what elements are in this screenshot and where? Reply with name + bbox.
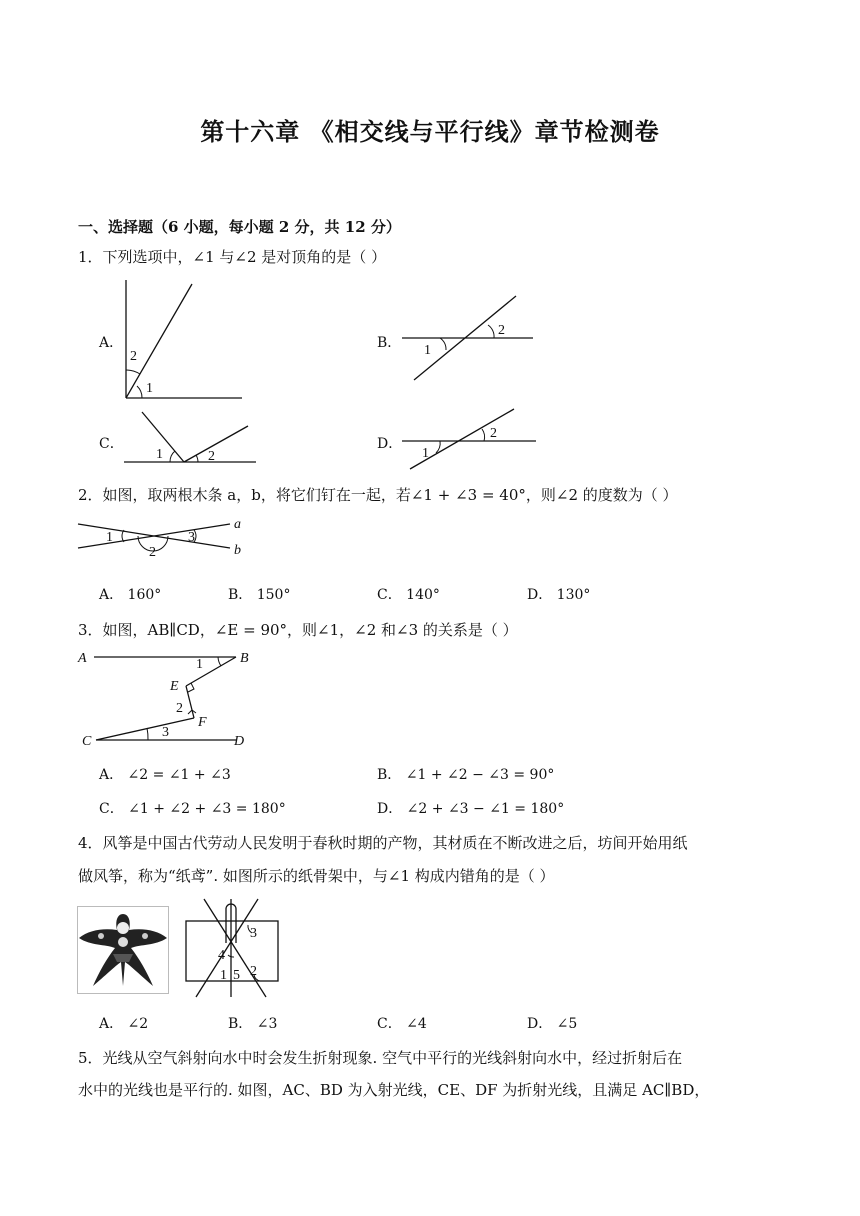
q2-angle-3-label: 3	[188, 530, 195, 545]
q1a-angle-2-label: 2	[130, 349, 137, 364]
q4-stem-line1: 4．风筝是中国古代劳动人民发明于春秋时期的产物，其材质在不断改进之后，坊间开始用纸	[78, 834, 688, 852]
page-title: 第十六章 《相交线与平行线》章节检测卷	[200, 117, 660, 146]
q5-line1: 5．光线从空气斜射向水中时会发生折射现象. 空气中平行的光线斜射向水中，经过折射后在	[78, 1049, 683, 1067]
q4-angle-5-label: 5	[233, 968, 240, 983]
q1-stem: 1．下列选项中，∠1 与∠2 是对顶角的是（ ）	[78, 248, 387, 266]
q2-option-b[interactable]: B． 150°	[228, 587, 291, 603]
q3-figure	[78, 648, 258, 748]
q1-figure-d	[400, 405, 540, 475]
q2-option-d[interactable]: D． 130°	[527, 587, 591, 603]
q4-angle-3-label: 3	[250, 926, 257, 941]
q3-point-d-label: D	[234, 734, 245, 749]
q1b-angle-2-label: 2	[498, 323, 505, 338]
q1-figure-b	[400, 294, 540, 384]
q3-option-b[interactable]: B． ∠1 + ∠2 − ∠3 = 90°	[377, 767, 555, 783]
q2-angle-1-label: 1	[106, 530, 113, 545]
q3-stem: 3．如图，AB∥CD，∠E = 90°，则∠1，∠2 和∠3 的关系是（ ）	[78, 621, 518, 639]
q3-point-f-label: F	[198, 715, 207, 730]
q4-angle-1-label: 1	[220, 968, 227, 983]
q4-option-c[interactable]: C． ∠4	[377, 1016, 427, 1032]
q4-option-d[interactable]: D． ∠5	[527, 1016, 578, 1032]
q1c-angle-2-label: 2	[208, 449, 215, 464]
q1-option-a[interactable]: A．	[99, 335, 124, 351]
q1b-angle-1-label: 1	[424, 343, 431, 358]
q1-figure-c	[122, 410, 262, 470]
q3-angle-1-label: 1	[196, 657, 203, 672]
q1a-angle-1-label: 1	[146, 381, 153, 396]
q1d-angle-2-label: 2	[490, 426, 497, 441]
q1-option-c[interactable]: C．	[99, 436, 124, 452]
q2-line-a-label: a	[234, 517, 241, 532]
section-heading: 一、选择题（6 小题，每小题 2 分，共 12 分）	[78, 218, 401, 236]
q2-option-c[interactable]: C． 140°	[377, 587, 440, 603]
q4-option-a[interactable]: A． ∠2	[99, 1016, 149, 1032]
q4-stem-line2: 做风筝，称为“纸鸢”. 如图所示的纸骨架中，与∠1 构成内错角的是（ ）	[78, 867, 555, 885]
q1d-angle-1-label: 1	[422, 446, 429, 461]
q4-option-b[interactable]: B． ∠3	[228, 1016, 278, 1032]
q3-point-c-label: C	[82, 734, 92, 749]
q3-point-e-label: E	[170, 679, 179, 694]
q2-line-b-label: b	[234, 543, 241, 558]
q3-option-c[interactable]: C． ∠1 + ∠2 + ∠3 = 180°	[99, 801, 286, 817]
q3-option-d[interactable]: D． ∠2 + ∠3 − ∠1 = 180°	[377, 801, 565, 817]
q4-kite-image	[77, 906, 169, 994]
q1-option-b[interactable]: B．	[377, 335, 402, 351]
q3-point-b-label: B	[240, 651, 249, 666]
q3-point-a-label: A	[78, 651, 87, 666]
q3-angle-3-label: 3	[162, 725, 169, 740]
q4-angle-4-label: 4	[218, 948, 225, 963]
q4-skeleton-figure	[182, 897, 292, 999]
q2-angle-2-label: 2	[149, 545, 156, 560]
q3-angle-2-label: 2	[176, 701, 183, 716]
q4-angle-2-label: 2	[250, 964, 257, 979]
q3-option-a[interactable]: A． ∠2 = ∠1 + ∠3	[99, 767, 231, 783]
q2-figure	[76, 514, 256, 560]
q1-figure-a	[118, 276, 248, 406]
q1-option-d[interactable]: D．	[377, 436, 403, 452]
q1c-angle-1-label: 1	[156, 447, 163, 462]
q2-option-a[interactable]: A． 160°	[99, 587, 162, 603]
q5-line2: 水中的光线也是平行的. 如图，AC、BD 为入射光线，CE、DF 为折射光线，且满足 AC∥BD，	[78, 1081, 710, 1099]
q2-stem: 2．如图，取两根木条 a，b，将它们钉在一起，若∠1 + ∠3 = 40°，则∠2 的度数为（ ）	[78, 486, 678, 504]
